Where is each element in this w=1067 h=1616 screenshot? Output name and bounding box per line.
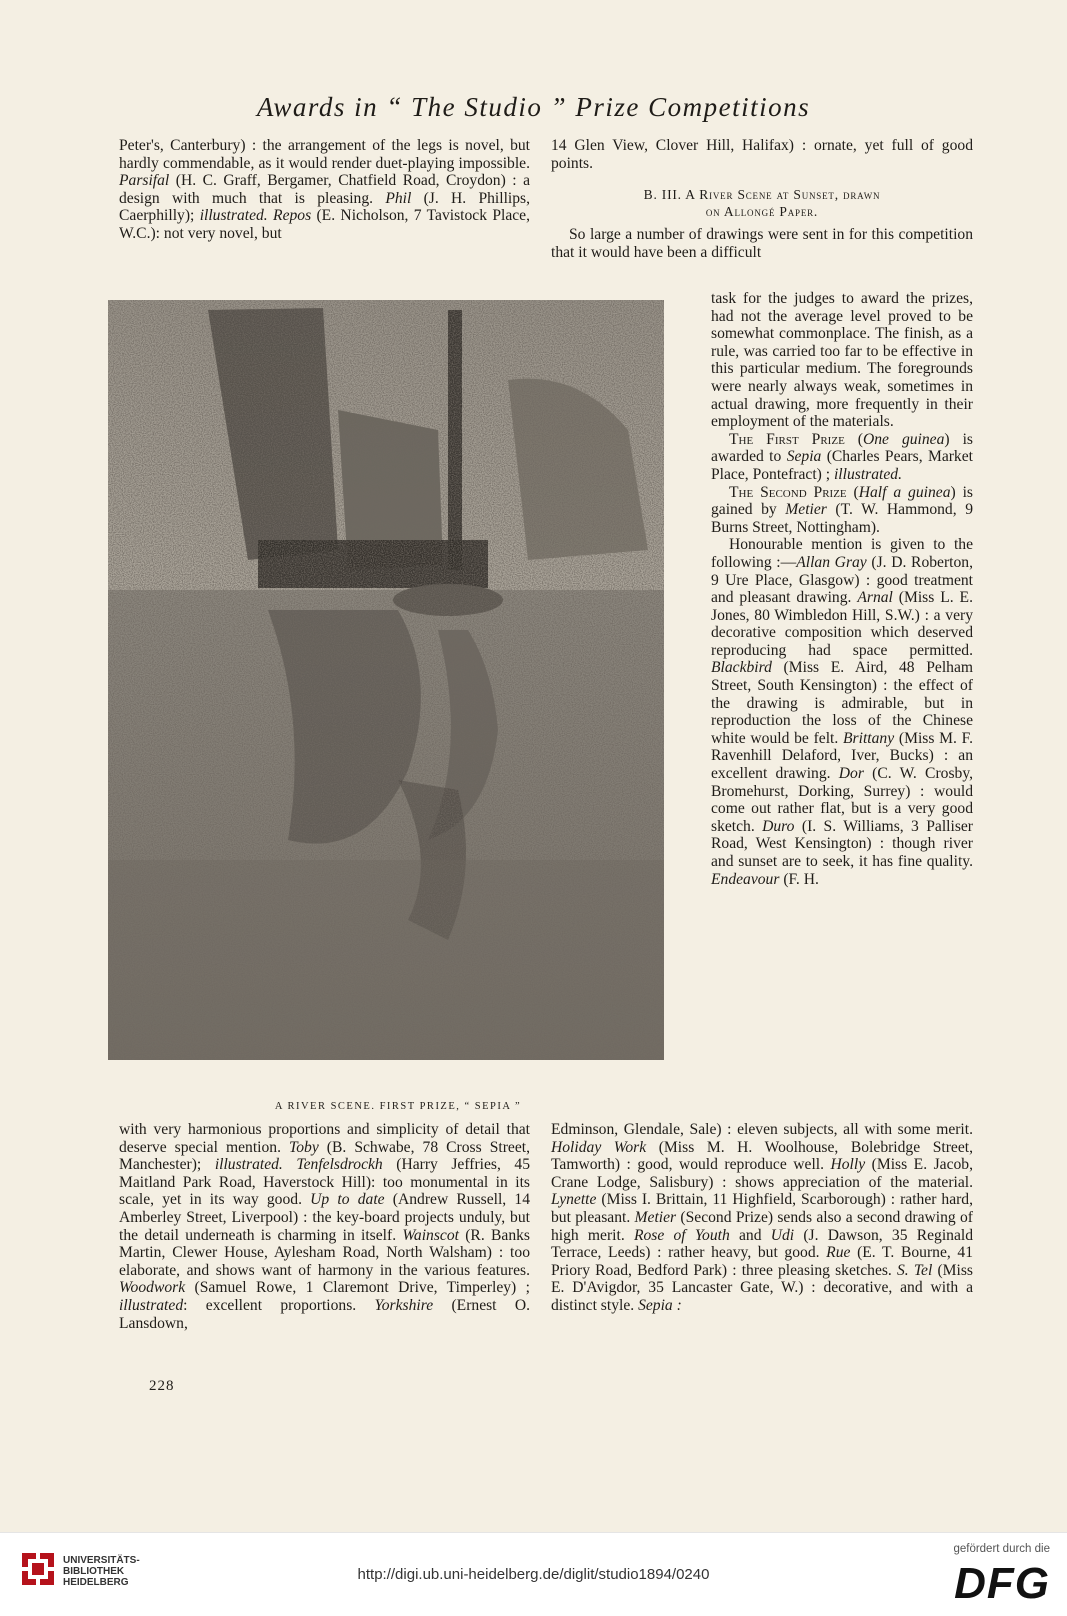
illustration-image xyxy=(108,300,688,1090)
paragraph: Peter's, Canterbury) : the arrangement of the legs is novel, but hardly commendable, as it would render duet-playing impossible. Parsifal (H. C. Graff, Bergamer, Chatfield Road, Croydon) : a design with much that is pleasing. Phil (J. H. Phillips, Caerphilly); illustrated. Repos (E. Nicholson, 7 Tavistock Place, W.C.): not very novel, but xyxy=(119,137,531,242)
entry-name: Toby xyxy=(289,1138,319,1156)
entry-name: Sepia : xyxy=(638,1296,682,1314)
entry-name: Rue xyxy=(826,1244,851,1262)
left-column-bottom xyxy=(119,1121,530,1332)
entry-name: Woodwork xyxy=(119,1279,186,1297)
right-column-bottom xyxy=(551,1121,973,1315)
paragraph: 14 Glen View, Clover Hill, Halifax) : ornate, yet full of good points. xyxy=(551,137,973,172)
left-column-top xyxy=(119,137,530,243)
entry-name: Holly xyxy=(830,1156,866,1174)
footer-bar xyxy=(0,1532,1067,1616)
paragraph: The First Prize (One guinea) is awarded to Sepia (Charles Pears, Market Place, Pontefract) ; illustrated. xyxy=(711,430,973,483)
right-column-wrap xyxy=(711,290,973,888)
entry-name: Allan Gray xyxy=(796,553,867,571)
entry-name: Repos xyxy=(273,207,312,225)
river-scene-illustration xyxy=(108,300,688,1090)
entry-name: Duro xyxy=(762,817,795,835)
paragraph: Edminson, Glendale, Sale) : eleven subjects, all with some merit. Holiday Work (Miss M. H. Woolhouse, Bolebridge Street, Tamworth) : good, would reproduce well. Holly (Miss E. Jacob, Crane Lodge, Salisbury) : shows appreciation of the material. Lynette (Miss I. Brittain, 11 Highfield, Scarborough) : rather hard, but pleasant. Metier (Second Prize) sends also a second drawing of high merit. Rose of Youth and Udi (J. Dawson, 35 Reginald Terrace, Leeds) : rather heavy, but good. Rue (E. T. Bourne, 41 Priory Road, Bedford Park) : three pleasing sketches. S. Tel (Miss E. D'Avigdor, 35 Lancaster Gate, W.) : decorative, and with a distinct style. Sepia : xyxy=(551,1121,974,1314)
entry-name: Holiday Work xyxy=(551,1138,647,1156)
source-url-link[interactable]: http://digi.ub.uni-heidelberg.de/diglit/studio1894/0240 xyxy=(357,1566,710,1583)
library-name: UNIVERSITÄTS- BIBLIOTHEK HEIDELBERG xyxy=(63,1555,140,1588)
entry-name: Parsifal xyxy=(119,172,170,190)
entry-name: Metier xyxy=(634,1208,677,1226)
funding-note: gefördert durch die xyxy=(953,1543,1050,1555)
paragraph: task for the judges to award the prizes, had not the average level proved to be somewhat commonplace. The finish, as a rule, was carried too far to be effective in this particular medium. The foregrounds were nearly always weak, sometimes in actual drawing, more frequently in their employment of the materials. xyxy=(711,290,973,431)
entry-name: Metier xyxy=(785,501,827,519)
paragraph: with very harmonious proportions and simplicity of detail that deserve special mention. Toby (B. Schwabe, 78 Cross Street, Manchester); illustrated. Tenfelsdrockh (Harry Jeffries, 45 Maitland Park Road, Haverstock Hill): too monumental in its scale, yet in its way good. Up to date (Andrew Russell, 14 Amberley Street, Liverpool) : the key-board projects unduly, but the detail underneath is charming in itself. Wainscot (R. Banks Martin, Clewer House, Aylesham Road, North Walsham) : too elaborate, and shows want of harmony in the various features. Woodwork (Samuel Rowe, 1 Claremont Drive, Timperley) ; illustrated: excellent proportions. Yorkshire (Ernest O. Lansdown, xyxy=(119,1121,530,1332)
entry-name: Yorkshire xyxy=(374,1296,434,1314)
entry-name: Lynette xyxy=(551,1191,597,1209)
entry-name: Endeavour xyxy=(711,870,780,888)
entry-name: Tenfelsdrockh xyxy=(296,1156,383,1174)
entry-name: Udi xyxy=(770,1226,795,1244)
entry-name: Rose of Youth xyxy=(633,1226,730,1244)
section-heading: B. III. A River Scene at Sunset, drawn on Allongé Paper. xyxy=(643,187,881,220)
entry-name: Phil xyxy=(385,189,412,207)
entry-name: Sepia xyxy=(786,448,822,466)
right-column-top xyxy=(551,137,973,261)
entry-name: Blackbird xyxy=(711,659,772,677)
entry-name: S. Tel xyxy=(896,1261,933,1279)
entry-name: Up to date xyxy=(310,1191,385,1209)
paragraph: So large a number of drawings were sent in for this competition that it would have been a difficult xyxy=(551,226,973,261)
entry-name: Arnal xyxy=(857,589,893,607)
entry-name: Dor xyxy=(838,765,864,783)
page-number: 228 xyxy=(149,1378,175,1394)
paragraph: Honourable mention is given to the following :—Allan Gray (J. D. Roberton, 9 Ure Place, Glasgow) : good treatment and pleasant drawing. Arnal (Miss L. E. Jones, 80 Wimbledon Hill, S.W.) : a very decorative composition which deserved reproducing had space permitted. Blackbird (Miss E. Aird, 48 Pelham Street, South Kensington) : the effect of the drawing is admirable, but in reproduction the loss of the Chinese white would be felt. Brittany (Miss M. F. Ravenhill Delaford, Iver, Bucks) : an excellent drawing. Dor (C. W. Crosby, Bromehurst, Dorking, Surrey) : would come out rather flat, but is a very good sketch. Duro (I. S. Williams, 3 Palliser Road, West Kensington) : though river and sunset are to seek, it has fine quality. Endeavour (F. H. xyxy=(711,536,974,888)
figure-caption: A RIVER SCENE. FIRST PRIZE, “ SEPIA ” xyxy=(274,1101,522,1112)
running-header: Awards in “ The Studio ” Prize Competitions xyxy=(256,92,811,122)
entry-name: Brittany xyxy=(843,729,895,747)
paragraph: The Second Prize (Half a guinea) is gained by Metier (T. W. Hammond, 9 Burns Street, Nottingham). xyxy=(711,483,973,536)
entry-name: Wainscot xyxy=(402,1226,459,1244)
dfg-logo: DFG xyxy=(954,1559,1050,1608)
